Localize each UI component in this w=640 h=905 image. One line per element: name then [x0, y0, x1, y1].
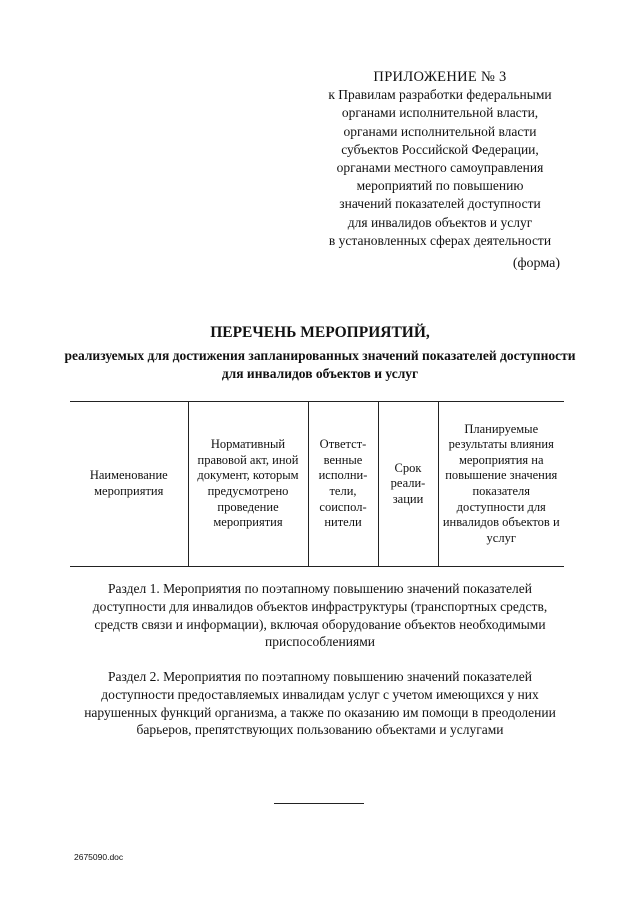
- column-header-deadline: Срок реали-зации: [378, 402, 438, 567]
- appendix-line: органами исполнительной власти: [343, 123, 537, 139]
- section-1: Раздел 1. Мероприятия по поэтапному повышению значений показателей доступности для инвалидов объектов инфраструктуры (транспортных средств, средств связи и информации), включая оборудование объектов необходимыми приспособлениями: [92, 581, 548, 650]
- appendix-line: в установленных сферах деятельности: [328, 232, 552, 248]
- appendix-line: органами местного самоуправления: [336, 160, 544, 176]
- footer-divider: [274, 803, 364, 804]
- section-2: Раздел 2. Мероприятия по поэтапному повышению значений показателей доступности предоставляемых инвалидам услуг с учетом имеющихся у них нарушенных функций организма, а также по оказанию им помощи в преодолении барьеров, препятствующих пользованию объектами и услугами: [84, 669, 556, 738]
- appendix-line: мероприятий по повышению: [356, 178, 524, 194]
- appendix-line: субъектов Российской Федерации,: [341, 141, 539, 157]
- column-header-name: Наименование мероприятия: [70, 402, 188, 567]
- appendix-line: органами исполнительной власти,: [341, 105, 539, 121]
- measures-table: [70, 401, 564, 567]
- form-label: (форма): [512, 256, 560, 271]
- table-header-row: [70, 402, 564, 567]
- column-header-results: Планируемые результаты влияния мероприятия на повышение значения показателя доступности для инвалидов объектов и услуг: [438, 402, 564, 567]
- appendix-line: для инвалидов объектов и услуг: [347, 214, 533, 230]
- document-subtitle: реализуемых для достижения запланированных значений показателей доступности для инвалидов объектов и услуг: [64, 348, 576, 381]
- appendix-line: значений показателей доступности: [339, 196, 541, 212]
- column-header-legal-act: Нормативный правовой акт, иной документ, которым предусмотрено проведение мероприятия: [188, 402, 308, 567]
- appendix-line: к Правилам разработки федеральными: [328, 87, 552, 103]
- appendix-block: [300, 68, 580, 250]
- appendix-title: ПРИЛОЖЕНИЕ № 3: [373, 69, 507, 85]
- column-header-responsible: Ответст-венные исполни-тели, соиспол-нители: [308, 402, 378, 567]
- document-title: ПЕРЕЧЕНЬ МЕРОПРИЯТИЙ,: [210, 324, 430, 341]
- file-id: 2675090.doc: [74, 852, 124, 862]
